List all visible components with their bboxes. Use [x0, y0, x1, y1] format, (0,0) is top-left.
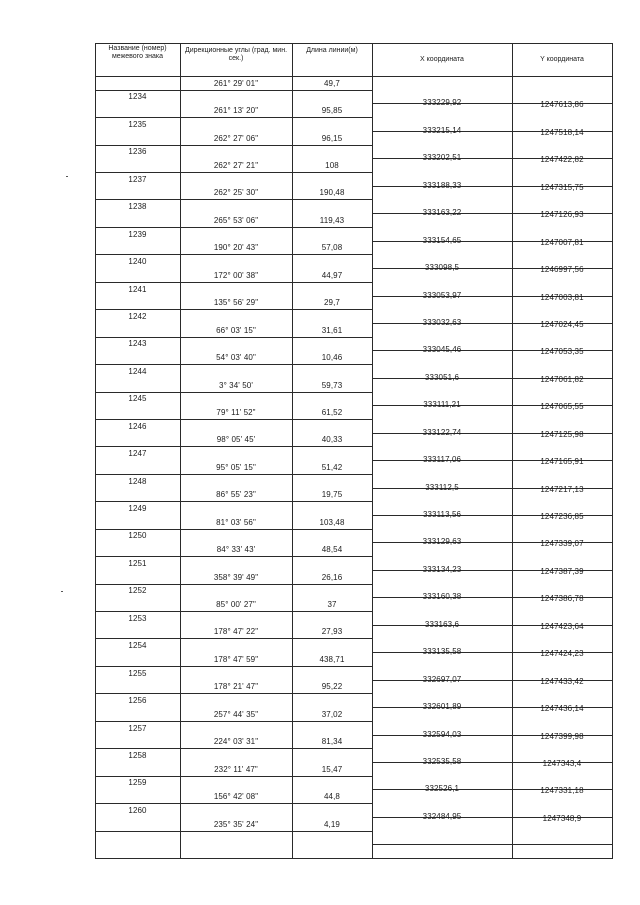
boundary-mark-name: 1245 [128, 394, 147, 404]
y-coordinate: 1247613,86 [540, 100, 584, 110]
direction-angle: 262° 27' 21" [213, 161, 259, 171]
y-coordinate: 1247003,81 [540, 292, 584, 302]
row-rule [95, 90, 372, 91]
row-rule [95, 474, 372, 475]
header-length: Длина линии(м) [306, 47, 358, 54]
boundary-mark-name: 1244 [128, 366, 147, 376]
direction-angle: 86° 55' 23" [216, 490, 256, 500]
y-coordinate: 1247422,82 [540, 155, 584, 165]
x-coordinate: 333122,74 [422, 427, 462, 437]
x-coordinate: 333134,23 [422, 564, 462, 574]
row-rule [95, 199, 372, 200]
direction-angle: 261° 29' 01" [213, 78, 259, 88]
x-coordinate: 333154,65 [422, 235, 462, 245]
x-coordinate: 332484,95 [422, 811, 462, 821]
x-coordinate: 333188,33 [422, 180, 462, 190]
direction-angle: 98° 05' 45' [216, 435, 256, 445]
boundary-mark-name: 1242 [128, 311, 147, 321]
x-coordinate: 333160,38 [422, 592, 462, 602]
direction-angle: 81° 03' 56" [216, 517, 256, 527]
line-length: 19,75 [321, 490, 343, 500]
row-rule [95, 117, 372, 118]
boundary-mark-name: 1256 [128, 696, 147, 706]
x-coordinate: 332697,07 [422, 674, 462, 684]
line-length: 29,7 [324, 298, 340, 308]
direction-angle: 262° 25' 30" [213, 188, 259, 198]
line-length: 108 [325, 161, 339, 171]
header-x-coordinate: Х координата [420, 56, 464, 63]
line-length: 95,22 [321, 682, 343, 692]
line-length: 81,34 [321, 737, 343, 747]
y-coordinate: 1247331,18 [540, 786, 584, 796]
boundary-mark-name: 1236 [128, 147, 147, 157]
x-coordinate: 333098,5 [424, 263, 460, 273]
direction-angle: 172° 00' 38" [213, 270, 259, 280]
header-y-coordinate: Y координата [540, 56, 584, 63]
boundary-mark-name: 1254 [128, 641, 147, 651]
direction-angle: 178° 47' 59" [213, 654, 259, 664]
boundary-mark-name: 1253 [128, 613, 147, 623]
row-rule [95, 584, 372, 585]
y-coordinate: 1247007,81 [540, 237, 584, 247]
y-coordinate: 1247339,07 [540, 539, 584, 549]
row-rule [95, 721, 372, 722]
y-coordinate: 1247024,45 [540, 319, 584, 329]
direction-angle: 85° 00' 27" [216, 600, 256, 610]
x-coordinate: 333051,6 [424, 372, 460, 382]
direction-angle: 156° 42' 08" [213, 792, 259, 802]
line-length: 26,16 [321, 572, 343, 582]
row-rule [95, 803, 372, 804]
direction-angle: 358° 39' 49" [213, 572, 259, 582]
boundary-mark-name: 1241 [128, 284, 147, 294]
x-coordinate: 332535,58 [422, 756, 462, 766]
line-length: 438,71 [319, 654, 345, 664]
row-rule [95, 364, 372, 365]
direction-angle: 95° 05' 15" [216, 462, 256, 472]
x-coordinate: 332526,1 [424, 784, 460, 794]
boundary-mark-name: 1255 [128, 668, 147, 678]
line-length: 37,02 [321, 709, 343, 719]
scan-speck [61, 591, 63, 592]
direction-angle: 265° 53' 06" [213, 215, 259, 225]
header-bottom-border [95, 76, 612, 77]
row-rule [95, 227, 372, 228]
boundary-mark-name: 1260 [128, 805, 147, 815]
direction-angle: 135° 56' 29" [213, 298, 259, 308]
direction-angle: 235° 35' 24" [213, 819, 259, 829]
boundary-mark-name: 1248 [128, 476, 147, 486]
line-length: 48,54 [321, 545, 343, 555]
boundary-mark-name: 1250 [128, 531, 147, 541]
boundary-mark-name: 1235 [128, 119, 147, 129]
direction-angle: 261° 13' 20" [213, 106, 259, 116]
direction-angle: 66° 03' 15" [216, 325, 256, 335]
line-length: 44,8 [324, 792, 340, 802]
row-rule [95, 254, 372, 255]
x-coordinate: 333215,14 [422, 125, 462, 135]
row-rule [95, 556, 372, 557]
boundary-mark-name: 1234 [128, 92, 147, 102]
boundary-mark-name: 1259 [128, 778, 147, 788]
y-coordinate: 1246997,56 [540, 265, 584, 275]
y-coordinate: 1247518,14 [540, 127, 584, 137]
row-rule [95, 392, 372, 393]
y-coordinate: 1247126,93 [540, 210, 584, 220]
direction-angle: 178° 47' 22" [213, 627, 259, 637]
line-length: 57,08 [321, 243, 343, 253]
direction-angle: 190° 20' 43" [213, 243, 259, 253]
boundary-mark-name: 1240 [128, 257, 147, 267]
x-coordinate: 333129,63 [422, 537, 462, 547]
direction-angle: 54° 03' 40" [216, 353, 256, 363]
column-rule [612, 43, 613, 859]
line-length: 51,42 [321, 462, 343, 472]
x-coordinate: 333053,97 [422, 290, 462, 300]
x-coordinate: 333135,58 [422, 647, 462, 657]
line-length: 49,7 [324, 78, 340, 88]
direction-angle: 79° 11' 52" [216, 407, 256, 417]
row-rule [95, 776, 372, 777]
boundary-mark-name: 1251 [128, 558, 147, 568]
boundary-mark-name: 1247 [128, 449, 147, 459]
row-rule [95, 693, 372, 694]
y-coordinate: 1247424,23 [540, 649, 584, 659]
line-length: 190,48 [319, 188, 345, 198]
boundary-mark-name: 1258 [128, 750, 147, 760]
row-rule [95, 446, 372, 447]
line-length: 61,52 [321, 407, 343, 417]
header-name: Название (номер) межевого знака [108, 45, 167, 60]
direction-angle: 3° 34' 50' [219, 380, 253, 390]
x-coordinate: 333163,6 [424, 619, 460, 629]
row-rule [95, 529, 372, 530]
x-coordinate: 333112,5 [425, 482, 459, 492]
line-length: 40,33 [321, 435, 343, 445]
line-length: 59,73 [321, 380, 343, 390]
x-coordinate: 333045,46 [422, 345, 462, 355]
scan-speck [66, 176, 68, 177]
y-coordinate: 1247065,55 [540, 402, 584, 412]
y-coordinate: 1247217,13 [540, 484, 584, 494]
y-coordinate: 1247343,4 [542, 758, 582, 768]
y-coordinate: 1247315,75 [540, 182, 584, 192]
row-rule [95, 831, 372, 832]
row-rule [95, 611, 372, 612]
x-coordinate: 332594,03 [422, 729, 462, 739]
line-length: 27,93 [321, 627, 343, 637]
row-rule [372, 844, 612, 845]
line-length: 119,43 [319, 215, 345, 225]
row-rule [95, 282, 372, 283]
y-coordinate: 1247433,42 [540, 676, 584, 686]
x-coordinate: 332601,89 [422, 702, 462, 712]
boundary-mark-name: 1246 [128, 421, 147, 431]
direction-angle: 224° 03' 31" [213, 737, 259, 747]
direction-angle: 178° 21' 47" [213, 682, 259, 692]
y-coordinate: 1247236,85 [540, 512, 584, 522]
row-rule [95, 145, 372, 146]
x-coordinate: 333163,22 [422, 208, 462, 218]
row-rule [95, 666, 372, 667]
line-length: 37 [327, 600, 337, 610]
boundary-mark-name: 1257 [128, 723, 147, 733]
boundary-mark-name: 1239 [128, 229, 147, 239]
line-length: 96,15 [321, 133, 343, 143]
y-coordinate: 1247387,39 [540, 566, 584, 576]
row-rule [95, 309, 372, 310]
table-top-border [95, 43, 612, 44]
boundary-mark-name: 1238 [128, 202, 147, 212]
x-coordinate: 333202,51 [422, 153, 462, 163]
direction-angle: 257° 44' 35" [213, 709, 259, 719]
y-coordinate: 1247423,64 [540, 621, 584, 631]
line-length: 44,97 [321, 270, 343, 280]
line-length: 4,19 [324, 819, 340, 829]
y-coordinate: 1247053,35 [540, 347, 584, 357]
boundary-mark-name: 1252 [128, 586, 147, 596]
line-length: 31,61 [321, 325, 343, 335]
x-coordinate: 333117,06 [422, 455, 462, 465]
y-coordinate: 1247386,78 [540, 594, 584, 604]
row-rule [95, 419, 372, 420]
boundary-mark-name: 1249 [128, 504, 147, 514]
direction-angle: 232° 11' 47" [214, 764, 258, 774]
y-coordinate: 1247125,98 [540, 429, 584, 439]
direction-angle: 84° 33' 43' [216, 545, 256, 555]
line-length: 103,48 [319, 517, 345, 527]
x-coordinate: 333229,92 [422, 98, 462, 108]
row-rule [95, 748, 372, 749]
line-length: 10,46 [321, 353, 343, 363]
boundary-mark-name: 1243 [128, 339, 147, 349]
y-coordinate: 1247165,91 [540, 457, 584, 467]
line-length: 15,47 [321, 764, 343, 774]
y-coordinate: 1247436,14 [540, 704, 584, 714]
x-coordinate: 333111,21 [423, 400, 461, 410]
row-rule [95, 337, 372, 338]
header-angles: Дирекционные углы (град. мин. сек.) [184, 47, 288, 62]
table-bottom-border [95, 858, 612, 859]
y-coordinate: 1247061,82 [540, 374, 584, 384]
y-coordinate: 1247348,9 [542, 813, 582, 823]
direction-angle: 262° 27' 06" [213, 133, 259, 143]
y-coordinate: 1247399,98 [540, 731, 584, 741]
row-rule [95, 172, 372, 173]
row-rule [95, 638, 372, 639]
row-rule [95, 501, 372, 502]
boundary-mark-name: 1237 [128, 174, 147, 184]
x-coordinate: 333113,56 [422, 510, 462, 520]
x-coordinate: 333032,63 [422, 317, 462, 327]
line-length: 95,85 [321, 106, 343, 116]
